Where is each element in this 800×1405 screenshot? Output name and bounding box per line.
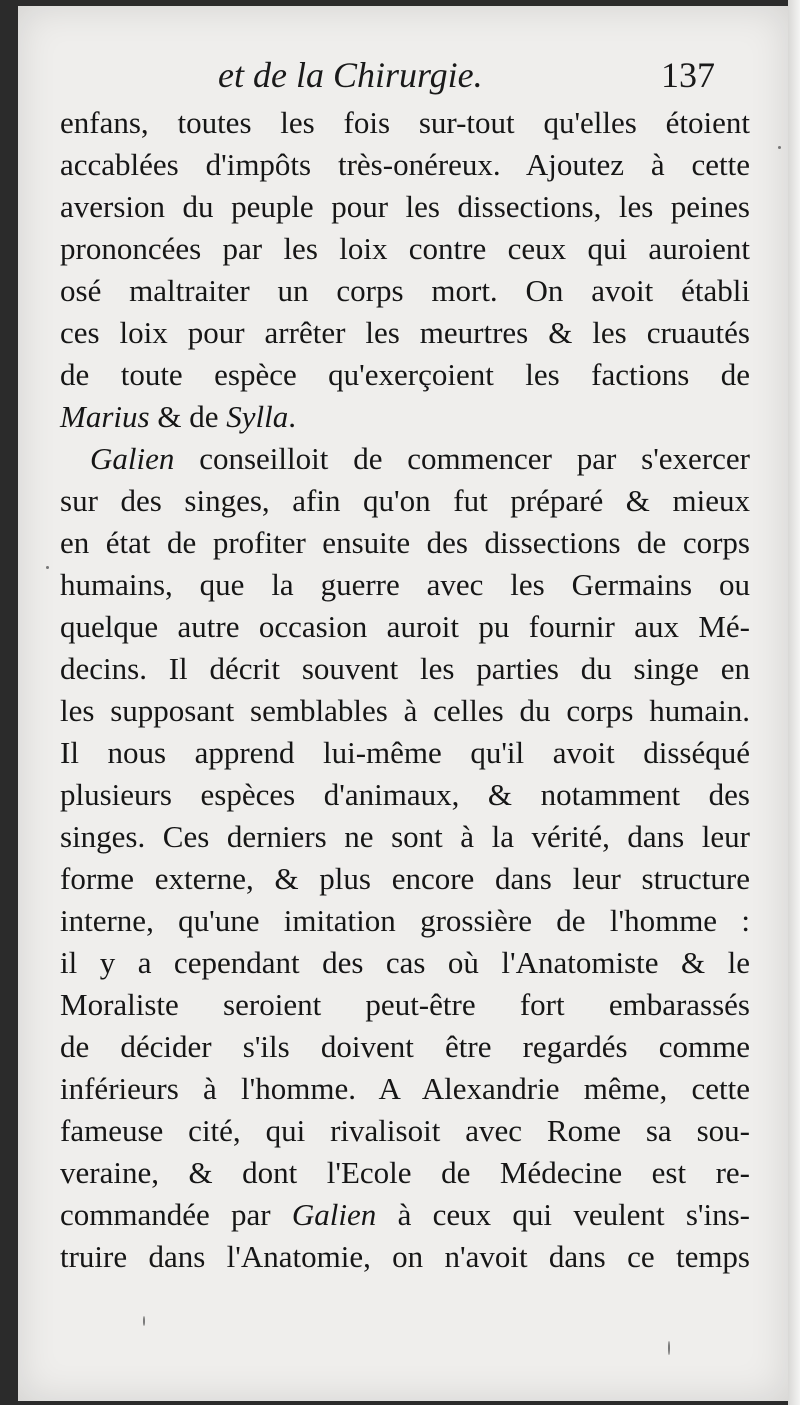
page-number: 137 (661, 55, 715, 95)
page-edge (788, 0, 800, 1405)
paper-speck (668, 1341, 670, 1355)
text-line: il y a cependant des cas où l'Anatomiste & le (60, 945, 750, 980)
text-line: de décider s'ils doivent être regardés comme (60, 1029, 750, 1064)
text-line: plusieurs espèces d'animaux, & notamment des (60, 777, 750, 812)
paper-speck (46, 566, 49, 569)
text-line (60, 396, 750, 438)
text-line: Moraliste seroient peut-être fort embarassés (60, 987, 750, 1022)
text-fragment: & de (149, 399, 227, 434)
body-text (60, 102, 750, 1278)
text-fragment: à ceux qui veulent s'ins- (376, 1197, 750, 1232)
page-header (18, 46, 788, 106)
name-sylla: Sylla (226, 399, 289, 434)
running-title: et de la Chirurgie. (218, 55, 483, 95)
text-line: ces loix pour arrêter les meurtres & les cruautés (60, 315, 750, 350)
text-line: decins. Il décrit souvent les parties du singe en (60, 651, 750, 686)
text-line: accablées d'impôts très-onéreux. Ajoutez à cette (60, 147, 750, 182)
text-line: osé maltraiter un corps mort. On avoit établi (60, 273, 750, 308)
name-marius: Marius (60, 399, 150, 434)
paper-speck (143, 1316, 145, 1326)
text-line: prononcées par les loix contre ceux qui auroient (60, 231, 750, 266)
paragraph-2 (60, 438, 750, 1278)
text-fragment: commandée par (60, 1197, 292, 1232)
text-line: singes. Ces derniers ne sont à la vérité, dans leur (60, 819, 750, 854)
text-line: inférieurs à l'homme. A Alexandrie même, cette (60, 1071, 750, 1106)
text-line: Il nous apprend lui-même qu'il avoit disséqué (60, 735, 750, 770)
text-fragment: . (288, 399, 296, 434)
paragraph-1 (60, 102, 750, 438)
text-line: aversion du peuple pour les dissections, les peines (60, 189, 750, 224)
text-line: veraine, & dont l'Ecole de Médecine est re- (60, 1155, 750, 1190)
text-line: en état de profiter ensuite des dissections de corps (60, 525, 750, 560)
name-galien: Galien (291, 1197, 377, 1232)
text-line: truire dans l'Anatomie, on n'avoit dans ce temps (60, 1239, 750, 1274)
text-line: interne, qu'une imitation grossière de l'homme : (60, 903, 750, 938)
text-line: fameuse cité, qui rivalisoit avec Rome sa sou- (60, 1113, 750, 1148)
paper-speck (778, 146, 781, 149)
text-line (60, 438, 750, 480)
name-galien: Galien (90, 441, 175, 476)
text-line: enfans, toutes les fois sur-tout qu'elles étoient (60, 105, 750, 140)
text-line: les supposant semblables à celles du corps humain. (60, 693, 750, 728)
text-line: sur des singes, afin qu'on fut préparé & mieux (60, 483, 750, 518)
text-line: de toute espèce qu'exerçoient les factions de (60, 357, 750, 392)
text-fragment: conseilloit de commencer par s'exercer (174, 441, 750, 476)
text-line: forme externe, & plus encore dans leur structure (60, 861, 750, 896)
text-line: humains, que la guerre avec les Germains ou (60, 567, 750, 602)
text-line: quelque autre occasion auroit pu fournir aux Mé- (60, 609, 750, 644)
book-page (18, 6, 788, 1401)
text-line (60, 1194, 750, 1236)
